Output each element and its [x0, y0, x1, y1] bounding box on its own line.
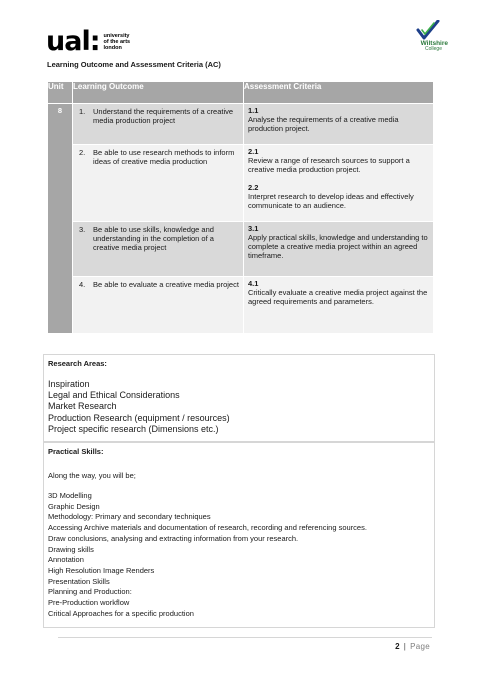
wiltshire-college-logo	[398, 20, 448, 52]
list-item: Planning and Production:	[48, 587, 132, 597]
ual-logo	[46, 28, 130, 55]
list-item: High Resolution Image Renders	[48, 565, 155, 575]
practical-skills-box	[43, 442, 435, 628]
ual-logo-line: london	[103, 44, 122, 51]
footer-divider	[58, 637, 432, 638]
outcome-cell	[73, 222, 244, 277]
practical-skills-intro: Along the way, you will be;	[48, 471, 136, 480]
criteria-cell	[244, 145, 434, 222]
list-item: Annotation	[48, 555, 84, 565]
page-header	[46, 22, 448, 58]
table-row	[48, 277, 434, 334]
outcome-cell	[73, 277, 244, 334]
unit-header: Unit	[48, 82, 73, 104]
research-areas-list	[48, 379, 230, 435]
list-item: 3D Modelling	[48, 491, 92, 500]
outcome-number: 3.	[79, 225, 86, 234]
ual-logo-line: university	[103, 32, 130, 39]
ual-logo-text	[104, 33, 131, 51]
research-areas-title: Research Areas:	[48, 359, 107, 368]
criteria-code: 3.1	[248, 224, 259, 233]
criteria-text: Review a range of research sources to support a creative media production project.	[248, 156, 410, 174]
footer-separator: |	[403, 642, 406, 651]
list-item: Inspiration	[48, 379, 90, 389]
list-item: Draw conclusions, analysing and extracting information from your research.	[48, 533, 299, 543]
criteria-cell	[244, 104, 434, 145]
list-item: Accessing Archive materials and documentation of research, recording and referencing sources.	[48, 523, 367, 533]
tick-icon	[416, 20, 440, 40]
outcome-text: Understand the requirements of a creative media production project	[93, 107, 234, 125]
criteria-text: Interpret research to develop ideas and effectively communicate to an audience.	[248, 192, 414, 210]
criteria-header: Assessment Criteria	[244, 82, 434, 104]
table-row	[48, 222, 434, 277]
outcome-text: Be able to use skills, knowledge and understanding in the completion of a creative media project	[93, 225, 214, 252]
practical-skills-list	[48, 491, 367, 619]
list-item: Presentation Skills	[48, 576, 110, 586]
criteria-code: 2.1	[248, 147, 259, 156]
unit-number: 8	[48, 104, 73, 334]
practical-skills-title: Practical Skills:	[48, 447, 104, 456]
college-name: Wiltshire	[420, 40, 448, 47]
criteria-code: 4.1	[248, 279, 259, 288]
list-item: Market Research	[48, 401, 117, 412]
list-item: Pre-Production workflow	[48, 598, 130, 608]
table-row	[48, 145, 434, 222]
page-footer	[395, 642, 430, 651]
list-item: Graphic Design	[48, 501, 100, 511]
outcome-text: Be able to use research methods to inform ideas of creative media production	[93, 148, 235, 166]
criteria-text: Critically evaluate a creative media project against the agreed requirements and parameters.	[248, 288, 428, 306]
outcome-number: 1.	[79, 107, 86, 116]
criteria-cell	[244, 277, 434, 334]
page-label: Page	[410, 642, 430, 651]
list-item: Drawing skills	[48, 544, 94, 554]
outcome-cell	[73, 145, 244, 222]
criteria-text: Analyse the requirements of a creative media production project.	[248, 115, 399, 133]
college-subtitle: College	[425, 46, 442, 52]
list-item: Production Research (equipment / resources)	[48, 412, 230, 423]
criteria-cell	[244, 222, 434, 277]
list-item: Critical Approaches for a specific production	[48, 608, 194, 618]
outcome-cell	[73, 104, 244, 145]
outcome-header: Learning Outcome	[73, 82, 244, 104]
table-header-row	[48, 82, 434, 104]
outcome-number: 4.	[79, 280, 86, 289]
criteria-text: Apply practical skills, knowledge and understanding to complete a creative media project within an agreed timeframe.	[248, 233, 428, 260]
outcome-number: 2.	[79, 148, 86, 157]
page-number: 2	[395, 642, 400, 651]
assessment-table	[47, 81, 434, 334]
criteria-code: 1.1	[248, 106, 259, 115]
outcome-text: Be able to evaluate a creative media project	[93, 280, 239, 289]
research-areas-box	[43, 354, 435, 442]
list-item: Legal and Ethical Considerations	[48, 390, 180, 401]
table-row	[48, 104, 434, 145]
criteria-code: 2.2	[248, 183, 259, 192]
section-title: Learning Outcome and Assessment Criteria (AC)	[47, 60, 221, 69]
list-item: Project specific research (Dimensions etc.)	[48, 423, 219, 434]
ual-logo-mark: ual:	[46, 26, 100, 57]
ual-logo-line: of the arts	[103, 38, 131, 45]
list-item: Methodology: Primary and secondary techniques	[48, 512, 211, 522]
